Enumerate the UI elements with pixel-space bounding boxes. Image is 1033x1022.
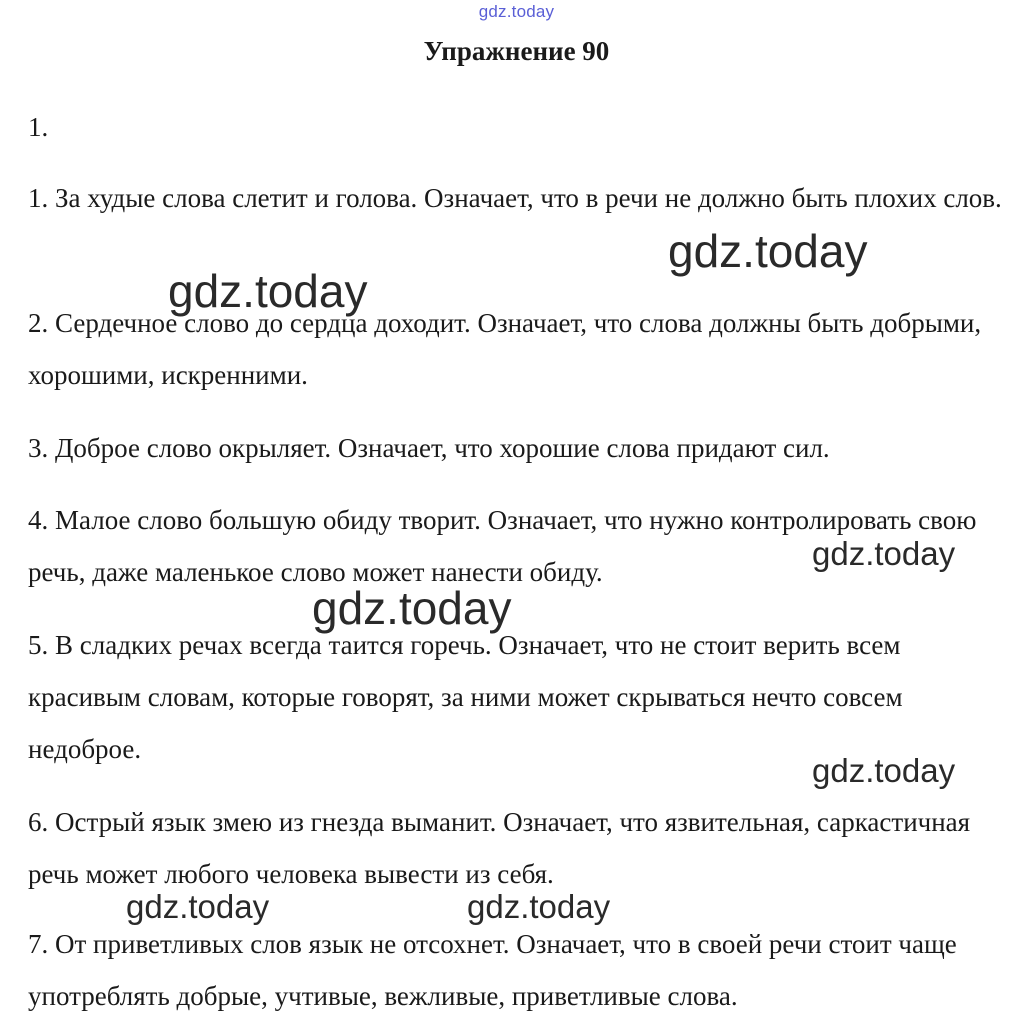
- watermark: gdz.today: [126, 888, 270, 925]
- watermark: gdz.today: [168, 265, 368, 317]
- watermark: gdz.today: [467, 888, 611, 925]
- page-title: Упражнение 90: [423, 36, 610, 66]
- watermark: gdz.today: [312, 582, 512, 634]
- section-number: 1.: [28, 112, 49, 142]
- list-item-4: 4. Малое слово большую обиду творит. Означает, что нужно контролировать свою речь, даже маленькое слово может нанести обиду.: [28, 505, 977, 587]
- list-item-7: 7. От приветливых слов язык не отсохнет. Означает, что в своей речи стоит чаще употреблять добрые, учтивые, вежливые, приветливые слова.: [28, 929, 957, 1011]
- list-item-1: 1. За худые слова слетит и голова. Означает, что в речи не должно быть плохих слов.: [28, 183, 1002, 213]
- list-item-3: 3. Доброе слово окрыляет. Означает, что хорошие слова придают сил.: [28, 433, 830, 463]
- list-item-6: 6. Острый язык змею из гнезда выманит. Означает, что язвительная, саркастичная речь может любого человека вывести из себя.: [28, 807, 971, 889]
- watermark: gdz.today: [812, 535, 956, 572]
- header-watermark: gdz.today: [478, 2, 555, 21]
- list-item-2: 2. Сердечное слово до сердца доходит. Означает, что слова должны быть добрыми, хорошими, искренними.: [28, 308, 982, 390]
- watermark: gdz.today: [668, 225, 868, 277]
- list-item-5: 5. В сладких речах всегда таится горечь. Означает, что не стоит верить всем красивым словам, которые говорят, за ними может скрываться нечто совсем недоброе.: [28, 630, 903, 764]
- watermark: gdz.today: [812, 752, 956, 789]
